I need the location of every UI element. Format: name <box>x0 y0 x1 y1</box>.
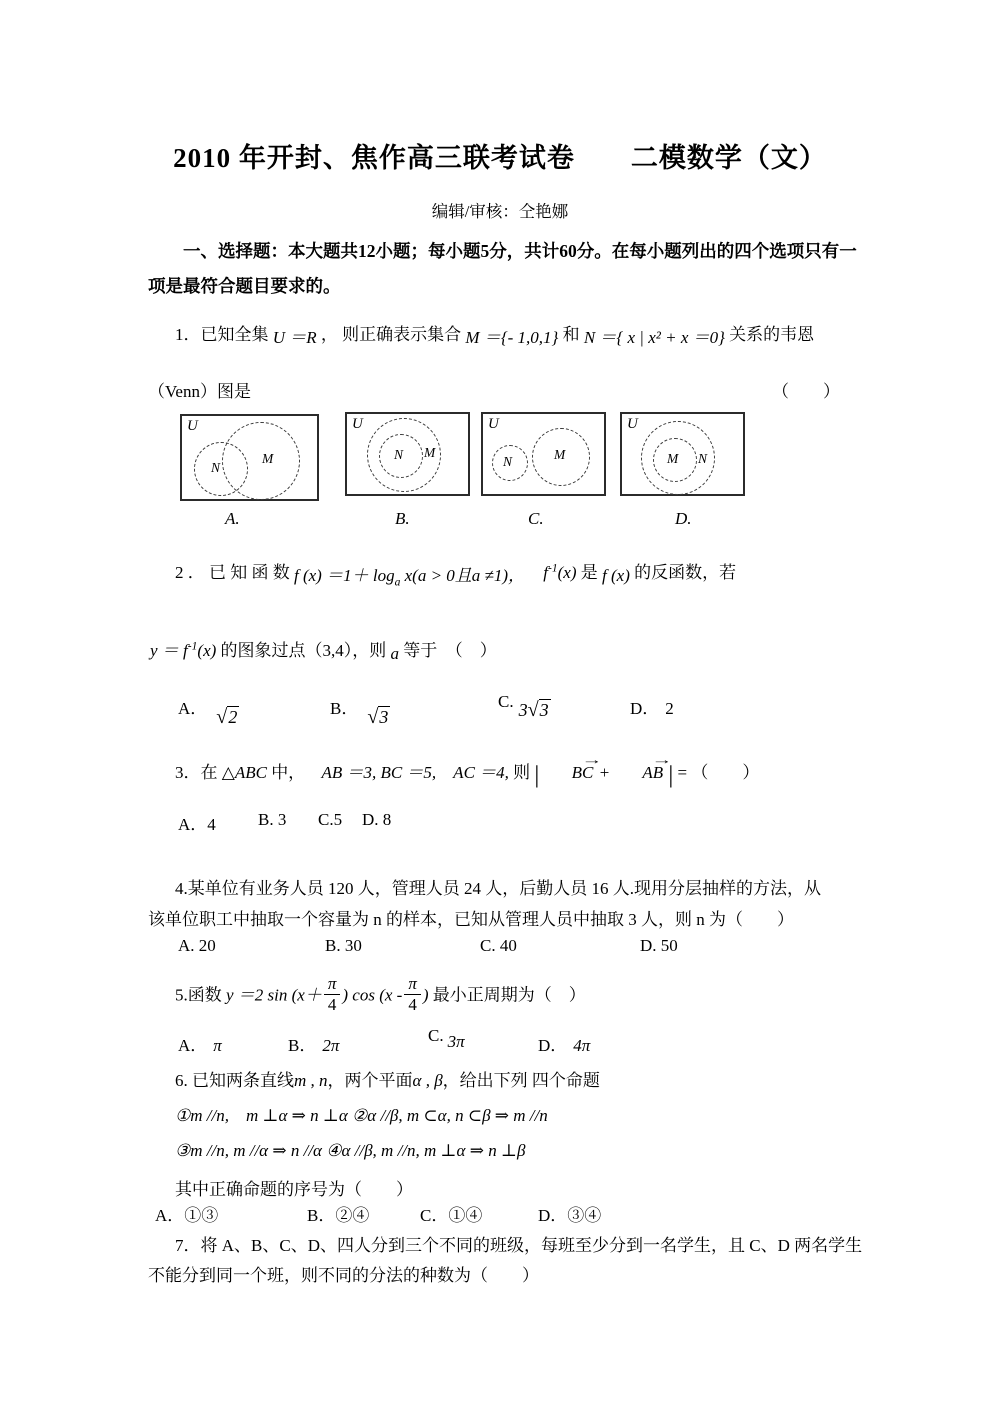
q5-option-b-value: 2π <box>322 1036 340 1055</box>
q6-l1b: ，两个平面 <box>327 1071 413 1090</box>
q2-option-a-label: A． <box>178 699 208 718</box>
intro-line-1: 一、选择题：本大题共12小题；每小题5分，共计60分。在每小题列出的四个选项只有一 <box>183 241 857 261</box>
question-2 <box>148 558 737 589</box>
q5-option-c <box>428 1026 465 1051</box>
q2-fx: f (x) <box>602 566 630 585</box>
q6-l1a: 6. 已知两条直线 <box>175 1071 294 1090</box>
venn-letter-b: B. <box>395 509 410 528</box>
venn-diagram-c <box>481 412 606 496</box>
q3-option-b: B. 3 <box>258 810 287 829</box>
q3-vector-ab: → AB <box>615 763 663 783</box>
venn-letter-d: D. <box>675 509 692 528</box>
venn-d-u-label: U <box>627 416 638 432</box>
q1-mid1: ， 则正确表示集合 <box>320 325 462 344</box>
q3-bar-right: | <box>668 761 674 789</box>
venn-diagram-d <box>620 412 745 496</box>
intro-line-2: 项是最符合题目要求的。 <box>148 276 341 296</box>
venn-a-circle-n <box>194 442 248 496</box>
q3-bar-left: | <box>534 761 540 789</box>
q6-proposition-34: ③m //n, m //α ⇒ n //α ④α //β, m //n, m ⊥α ⇒ n ⊥β <box>175 1141 526 1160</box>
q1-venn-caption: （Venn）图是 <box>148 382 251 401</box>
q5-option-a-value: π <box>213 1036 222 1055</box>
q2-option-d-label: D． <box>630 699 660 718</box>
venn-a-n-label: N <box>211 460 221 475</box>
editor-line: 编辑/审核：仝艳娜 <box>431 202 569 221</box>
q2-option-a <box>178 694 239 728</box>
q6-option-c: C．①④ <box>420 1206 483 1225</box>
vector-arrow-icon: → <box>581 753 603 768</box>
q5-option-c-value: 3π <box>447 1032 465 1051</box>
section1-intro <box>148 234 864 304</box>
q3-label: 3．在 <box>175 763 218 782</box>
q2-line2 <box>150 636 497 661</box>
q5-fraction-1: $\frac{\pi}{4}$ <box>324 975 341 1014</box>
q4-option-d: D. 50 <box>640 936 678 955</box>
q3-plus: + <box>598 763 615 782</box>
q2-option-a-value: √2 <box>216 706 238 728</box>
venn-b-n-label: N <box>394 447 404 462</box>
question-6 <box>148 1066 600 1091</box>
q6-l1-mn: m , n <box>294 1071 328 1090</box>
venn-b-m-label: M <box>424 445 436 460</box>
q2-option-b-label: B． <box>330 699 359 718</box>
q2-log-sub: a <box>394 575 401 589</box>
q1-formula-u: U ＝R <box>272 328 317 347</box>
venn-c-u-label: U <box>488 416 499 432</box>
venn-diagram-a <box>180 414 319 501</box>
q5-option-d-label: D． <box>538 1036 568 1055</box>
venn-d-m-label: M <box>667 451 679 466</box>
q5-option-b <box>288 1031 339 1056</box>
q5-formula-3: ) <box>422 985 429 1005</box>
q4-line2: 该单位职工中抽取一个容量为 n 的样本，已知从管理人员中抽取 3 人，则 n 为（ ） <box>148 910 794 929</box>
q3-vector-bc: → BC <box>545 763 594 783</box>
q2-inverse-sup: -1 <box>548 561 558 575</box>
q2-shi: 是 <box>580 563 598 582</box>
q2-option-c-value: 3√3 <box>518 699 549 721</box>
q6-l1c: ，给出下列 四个命题 <box>442 1071 600 1090</box>
q2-option-b-value: √3 <box>367 706 389 728</box>
q1-answer-bracket: （ ） <box>772 382 840 401</box>
q3-eq: = （ ） <box>677 763 760 782</box>
q2-label: 2 ． 已 知 函 数 <box>175 563 290 582</box>
q4-option-a: A. 20 <box>178 936 216 955</box>
q2-tail: 的反函数，若 <box>634 563 737 582</box>
question-1 <box>148 320 814 345</box>
q4-option-b: B. 30 <box>325 936 362 955</box>
venn-a-m-label: M <box>262 451 274 466</box>
q5-option-d <box>538 1031 590 1056</box>
q2-option-d-value: 2 <box>665 699 674 718</box>
q3-option-a: A．4 <box>178 815 216 834</box>
q6-option-d: D．③④ <box>538 1206 602 1225</box>
q5-formula-2: ) cos (x - <box>342 985 403 1005</box>
q6-option-a: A．①③ <box>155 1206 219 1225</box>
q5-fraction-2: $\frac{\pi}{4}$ <box>404 975 421 1014</box>
venn-diagram-b <box>345 412 470 496</box>
venn-b-u-label: U <box>352 416 363 432</box>
venn-c-n-label: N <box>503 454 513 469</box>
q7-line1: 7．将 A、B、C、D、四人分到三个不同的班级，每班至少分到一名学生，且 C、D 两名学生 <box>175 1236 863 1255</box>
q2-l2-tail: 等于 （ ） <box>403 641 497 660</box>
q5-option-d-value: 4π <box>573 1036 591 1055</box>
q5-formula-1: y ＝2 sin (x＋ <box>226 985 322 1005</box>
q5-label: 5.函数 <box>175 985 222 1005</box>
question-3 <box>148 753 760 789</box>
q1-formula-n: N ＝{ x | x² + x ＝0} <box>583 328 725 347</box>
q2-option-c-label: C. <box>498 692 514 711</box>
q7-line2: 不能分到同一个班，则不同的分法的种数为（ ） <box>148 1266 539 1285</box>
q2-l2-formula: $y = f^{-1}(x)$ <box>150 639 217 660</box>
q2-option-c <box>498 690 551 721</box>
q5-option-b-label: B． <box>288 1036 317 1055</box>
q3-zhong: 中， <box>271 763 306 782</box>
q6-proposition-12: ①m //n, m ⊥α ⇒ n ⊥α ②α //β, m ⊂α, n ⊂β ⇒ m //n <box>175 1106 548 1125</box>
q2-finv: $f^{-1}(x)$ <box>543 561 577 582</box>
q6-option-b: B．②④ <box>307 1206 370 1225</box>
venn-a-u-label: U <box>187 418 198 434</box>
q2-formula-1: f $(x) =1+ \log_a x(a > 0$且a ≠1)， <box>294 566 526 589</box>
question-5 <box>175 974 586 1016</box>
q6-prompt: 其中正确命题的序号为（ ） <box>175 1180 413 1199</box>
q5-option-a <box>178 1031 222 1056</box>
q2-option-d <box>630 694 674 719</box>
q1-tail: 关系的韦恩 <box>729 325 815 344</box>
q2-l2-a: a <box>390 644 400 663</box>
q2-l2-text: 的图象过点（3,4），则 <box>220 641 387 660</box>
q6-l1-ab: α , β <box>412 1071 443 1090</box>
page-title: 2010 年开封、焦作高三联考试卷 二模数学（文） <box>173 143 827 173</box>
q1-formula-m: M ＝{- 1,0,1} <box>465 328 559 347</box>
q3-option-d: D. 8 <box>362 810 392 829</box>
q4-option-c: C. 40 <box>480 936 517 955</box>
q1-mid2: 和 <box>562 325 584 344</box>
venn-d-n-label: N <box>698 451 708 466</box>
q2-option-b <box>330 694 390 728</box>
q3-ze: 则 <box>513 763 531 782</box>
vector-arrow-icon: → <box>651 753 673 768</box>
q5-option-a-label: A． <box>178 1036 208 1055</box>
q3-triangle: △ABC <box>221 763 267 782</box>
q4-line1: 4.某单位有业务人员 120 人，管理人员 24 人，后勤人员 16 人.现用分层抽样的方法，从 <box>175 879 821 898</box>
venn-c-m-label: M <box>554 447 566 462</box>
q5-option-c-label: C. <box>428 1026 444 1045</box>
q3-option-c: C.5 <box>318 810 343 829</box>
q3-sides: AB ＝3, BC ＝5, AC ＝4, <box>321 763 509 782</box>
q5-tail: 最小正周期为（ ） <box>432 985 586 1005</box>
q1-label: 1．已知全集 <box>175 325 269 344</box>
venn-letter-c: C. <box>528 509 544 528</box>
venn-letter-a: A. <box>225 509 240 528</box>
